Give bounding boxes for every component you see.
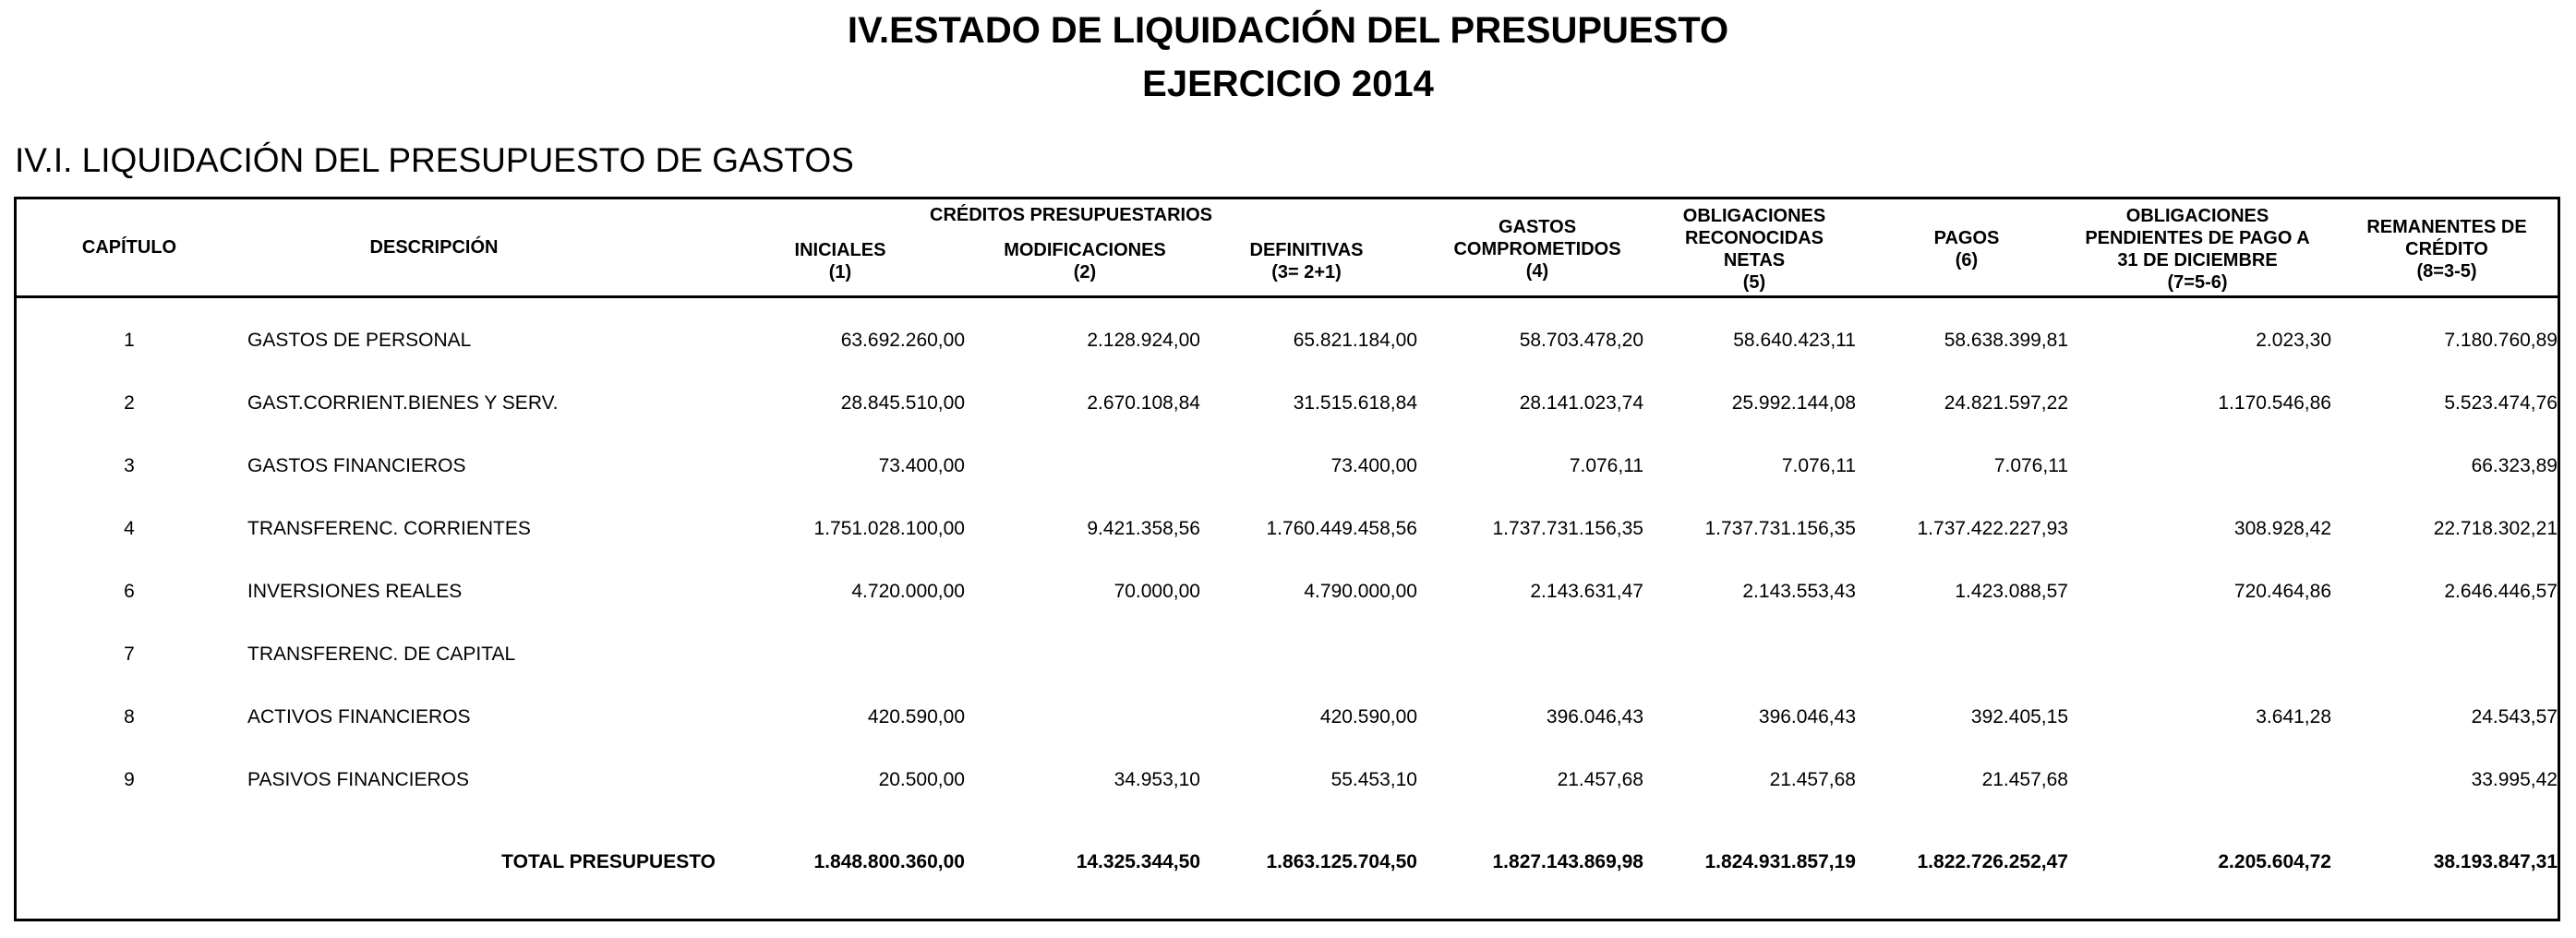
total-iniciales: 1.848.800.360,00 bbox=[813, 851, 965, 872]
header-definitivas: DEFINITIVAS (3= 2+1) bbox=[1249, 240, 1364, 283]
cell-modificaciones: 9.421.358,56 bbox=[1087, 518, 1200, 539]
header-iniciales: INICIALES (1) bbox=[794, 240, 886, 283]
total-remanentes: 38.193.847,31 bbox=[2433, 851, 2558, 872]
cell-iniciales: 4.720.000,00 bbox=[851, 581, 965, 602]
cell-pendientes: 2.023,30 bbox=[2256, 330, 2331, 351]
cell-pendientes: 3.641,28 bbox=[2256, 706, 2331, 728]
cell-remanentes: 24.543,57 bbox=[2471, 706, 2558, 728]
cell-descripcion: ACTIVOS FINANCIEROS bbox=[247, 706, 471, 728]
cell-obligaciones: 2.143.553,43 bbox=[1742, 581, 1856, 602]
cell-capitulo: 4 bbox=[124, 518, 135, 539]
cell-iniciales: 73.400,00 bbox=[878, 455, 965, 476]
cell-modificaciones: 2.128.924,00 bbox=[1087, 330, 1200, 351]
cell-capitulo: 3 bbox=[124, 455, 135, 476]
header-gastos-comprometidos: GASTOS COMPROMETIDOS (4) bbox=[1453, 217, 1621, 282]
total-comprometidos: 1.827.143.869,98 bbox=[1492, 851, 1643, 872]
cell-descripcion: INVERSIONES REALES bbox=[247, 581, 463, 602]
total-label: TOTAL PRESUPUESTO bbox=[501, 851, 716, 872]
cell-pagos: 24.821.597,22 bbox=[1944, 392, 2068, 414]
header-capitulo: CAPÍTULO bbox=[81, 237, 177, 258]
cell-comprometidos: 2.143.631,47 bbox=[1530, 581, 1643, 602]
total-modificaciones: 14.325.344,50 bbox=[1076, 851, 1200, 872]
cell-obligaciones: 7.076,11 bbox=[1781, 455, 1856, 476]
cell-pagos: 1.737.422.227,93 bbox=[1917, 518, 2068, 539]
cell-iniciales: 420.590,00 bbox=[867, 706, 965, 728]
cell-pendientes: 308.928,42 bbox=[2233, 518, 2331, 539]
header-pendientes: OBLIGACIONES PENDIENTES DE PAGO A 31 DE DICIEMBRE (7=5-6) bbox=[2085, 206, 2310, 293]
total-definitivas: 1.863.125.704,50 bbox=[1266, 851, 1417, 872]
cell-definitivas: 1.760.449.458,56 bbox=[1266, 518, 1417, 539]
page-title: IV.ESTADO DE LIQUIDACIÓN DEL PRESUPUESTO bbox=[847, 10, 1729, 51]
cell-obligaciones: 21.457,68 bbox=[1769, 769, 1856, 790]
header-obligaciones: OBLIGACIONES RECONOCIDAS NETAS (5) bbox=[1682, 206, 1826, 293]
cell-definitivas: 73.400,00 bbox=[1330, 455, 1417, 476]
cell-descripcion: GASTOS DE PERSONAL bbox=[247, 330, 472, 351]
cell-remanentes: 33.995,42 bbox=[2471, 769, 2558, 790]
cell-pagos: 7.076,11 bbox=[1993, 455, 2068, 476]
cell-obligaciones: 25.992.144,08 bbox=[1731, 392, 1856, 414]
cell-modificaciones: 2.670.108,84 bbox=[1087, 392, 1200, 414]
cell-definitivas: 55.453,10 bbox=[1330, 769, 1417, 790]
cell-iniciales: 20.500,00 bbox=[878, 769, 965, 790]
cell-pagos: 58.638.399,81 bbox=[1944, 330, 2068, 351]
cell-pagos: 1.423.088,57 bbox=[1955, 581, 2068, 602]
cell-pendientes: 1.170.546,86 bbox=[2218, 392, 2331, 414]
cell-capitulo: 2 bbox=[124, 392, 135, 414]
total-pendientes: 2.205.604,72 bbox=[2218, 851, 2331, 872]
cell-capitulo: 8 bbox=[124, 706, 135, 728]
cell-remanentes: 2.646.446,57 bbox=[2444, 581, 2558, 602]
cell-descripcion: GASTOS FINANCIEROS bbox=[247, 455, 466, 476]
cell-modificaciones: 34.953,10 bbox=[1113, 769, 1200, 790]
cell-comprometidos: 396.046,43 bbox=[1546, 706, 1643, 728]
cell-descripcion: TRANSFERENC. DE CAPITAL bbox=[247, 643, 516, 665]
header-divider bbox=[14, 295, 2560, 298]
cell-pagos: 21.457,68 bbox=[1981, 769, 2068, 790]
cell-capitulo: 7 bbox=[124, 643, 135, 665]
cell-obligaciones: 396.046,43 bbox=[1758, 706, 1856, 728]
cell-comprometidos: 58.703.478,20 bbox=[1519, 330, 1643, 351]
cell-capitulo: 1 bbox=[124, 330, 135, 351]
total-pagos: 1.822.726.252,47 bbox=[1917, 851, 2068, 872]
header-creditos-group: CRÉDITOS PRESUPUESTARIOS bbox=[930, 205, 1212, 225]
cell-modificaciones: 70.000,00 bbox=[1113, 581, 1200, 602]
section-title: IV.I. LIQUIDACIÓN DEL PRESUPUESTO DE GASTOS bbox=[15, 141, 854, 179]
cell-iniciales: 28.845.510,00 bbox=[840, 392, 965, 414]
cell-capitulo: 6 bbox=[124, 581, 135, 602]
cell-remanentes: 66.323,89 bbox=[2471, 455, 2558, 476]
header-modificaciones: MODIFICACIONES (2) bbox=[1004, 240, 1166, 283]
cell-pagos: 392.405,15 bbox=[1970, 706, 2068, 728]
header-descripcion: DESCRIPCIÓN bbox=[369, 237, 499, 258]
cell-comprometidos: 1.737.731.156,35 bbox=[1492, 518, 1643, 539]
header-pagos: PAGOS (6) bbox=[1933, 228, 2000, 271]
cell-iniciales: 1.751.028.100,00 bbox=[813, 518, 965, 539]
cell-obligaciones: 1.737.731.156,35 bbox=[1704, 518, 1856, 539]
cell-definitivas: 31.515.618,84 bbox=[1293, 392, 1417, 414]
cell-remanentes: 22.718.302,21 bbox=[2433, 518, 2558, 539]
total-obligaciones: 1.824.931.857,19 bbox=[1704, 851, 1856, 872]
cell-remanentes: 7.180.760,89 bbox=[2444, 330, 2558, 351]
cell-iniciales: 63.692.260,00 bbox=[840, 330, 965, 351]
cell-remanentes: 5.523.474,76 bbox=[2444, 392, 2558, 414]
page-subtitle-year: EJERCICIO 2014 bbox=[1142, 64, 1434, 104]
cell-descripcion: TRANSFERENC. CORRIENTES bbox=[247, 518, 531, 539]
budget-table-frame bbox=[14, 197, 2560, 921]
cell-comprometidos: 7.076,11 bbox=[1569, 455, 1643, 476]
cell-descripcion: GAST.CORRIENT.BIENES Y SERV. bbox=[247, 392, 559, 414]
cell-obligaciones: 58.640.423,11 bbox=[1733, 330, 1856, 351]
cell-capitulo: 9 bbox=[124, 769, 135, 790]
cell-pendientes: 720.464,86 bbox=[2233, 581, 2331, 602]
cell-comprometidos: 28.141.023,74 bbox=[1519, 392, 1643, 414]
cell-definitivas: 4.790.000,00 bbox=[1304, 581, 1417, 602]
header-remanentes: REMANENTES DE CRÉDITO (8=3-5) bbox=[2366, 217, 2527, 282]
cell-descripcion: PASIVOS FINANCIEROS bbox=[247, 769, 469, 790]
cell-definitivas: 65.821.184,00 bbox=[1293, 330, 1417, 351]
cell-definitivas: 420.590,00 bbox=[1319, 706, 1417, 728]
cell-comprometidos: 21.457,68 bbox=[1557, 769, 1643, 790]
